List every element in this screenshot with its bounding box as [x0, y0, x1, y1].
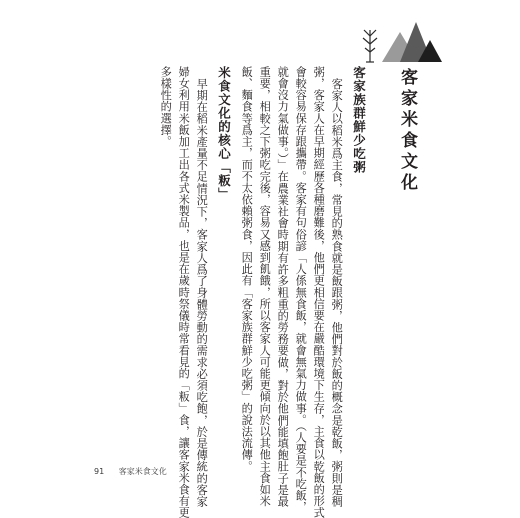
paragraph-line: 客家人以稻米爲主食，常見的熟食就是飯跟粥，他們對於飯的概念是乾飯，粥則是稠: [330, 78, 344, 508]
tree-icon: [363, 30, 377, 62]
mountain-tree-icon: [360, 18, 442, 64]
paragraph-line: 粥，客家人在早期經歷各種磨難後，他們更相信要在嚴酷環境下生存，主食以乾飯的形式: [312, 66, 326, 518]
paragraph-line: 婦女利用米飯加工出各式米製品，也是在歲時祭儀時常看見的「粄」食，讓客家米食有更: [177, 66, 191, 518]
paragraph-line: 就會沒力氣做事。）」在農業社會時期有許多粗重的勞務要做，對於他們能填飽肚子是最: [276, 66, 290, 508]
section-heading-porridge: 客家族群鮮少吃粥: [351, 66, 367, 174]
page-number: 91: [94, 467, 105, 476]
chapter-title: 客家米食文化: [397, 68, 417, 194]
paragraph-line: 早期在稻米產量不足情況下，客家人爲了身體勞動的需求必須吃飽，於是傳統的客家: [195, 78, 209, 508]
paragraph-line: 多樣性的選擇。: [159, 66, 173, 148]
running-title: 客家米食文化: [118, 467, 167, 476]
paragraph-line: 飯、麵食等爲主，而不太依賴粥食，因此有「客家族群鮮少吃粥」的說法流傳。: [240, 66, 254, 472]
paragraph-line: 會較容易保存跟攜帶。客家有句俗諺「人係無食飯，就會無氣力做事。（人要是不吃飯，: [294, 66, 308, 513]
page-footer: [94, 466, 167, 477]
section-heading-ban: 米食文化的核心「粄」: [216, 66, 232, 201]
paragraph-line: 重要，相較之下粥吃完後，容易又感到飢餓，所以客家人可能更傾向於以其他主食如米: [258, 66, 272, 507]
